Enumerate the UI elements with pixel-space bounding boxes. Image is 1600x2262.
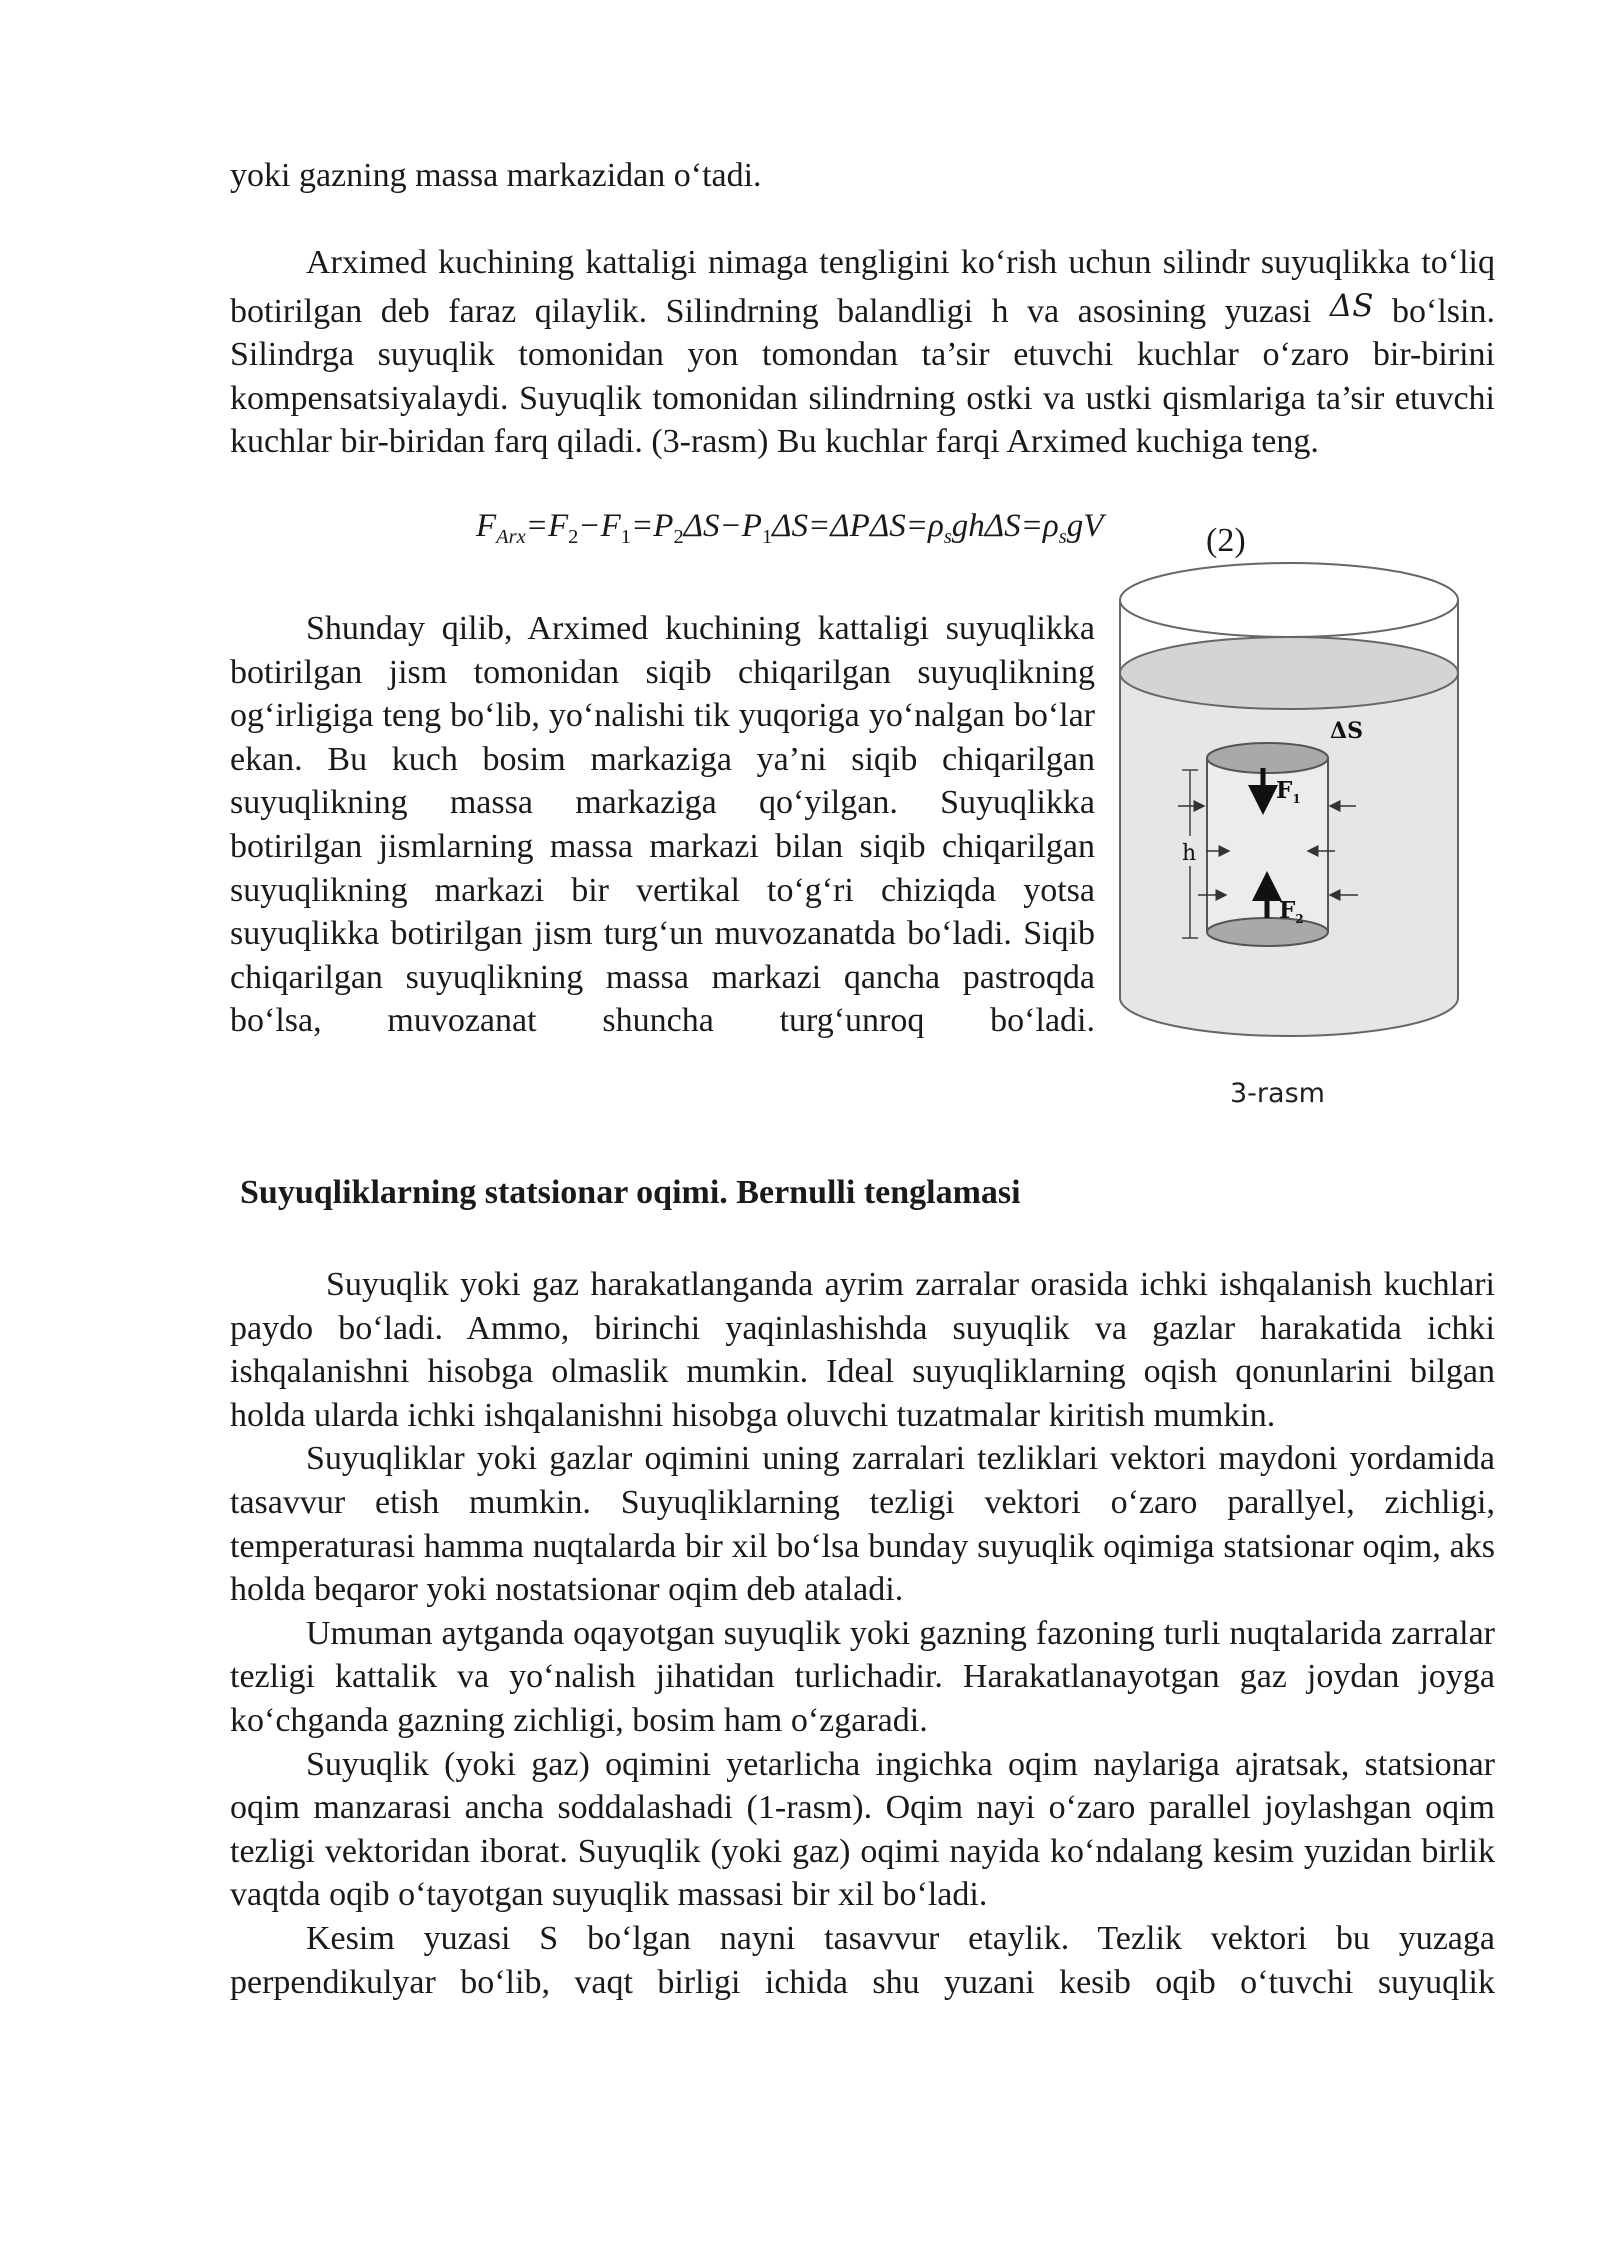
bernoulli-paragraph-1: Suyuqlik yoki gaz harakatlanganda ayrim zarralar orasida ichki ishqalanish kuchlari paydo bo‘ladi. Ammo, birinchi yaqinlashishda suyuqlik va gazlar harakatida ichki ishqalanishni hisobga olmaslik mumkin. Ideal suyuqliklarning oqish qonunlarini bilgan holda ularda ichki ishqalanishni hisobga oluvchi tuzatmalar kiritish mumkin. xyxy=(230,1266,1495,1434)
archimedes-formula: $F_{Arx}=F_2-F_1=P_2\Delta S-P_1\Delta S=\Delta P\Delta S=\rho_sgh\Delta S=\rho_sgV$ xyxy=(476,508,1104,549)
figure-caption: 3-rasm xyxy=(1230,1078,1325,1109)
intro-fragment-block xyxy=(230,154,1495,198)
archimed-text-rest: bo‘lsin. Silindrga suyuqlik tomonidan yon tomondan ta’sir etuvchi kuchlar o‘zaro bir-birini kompensatsiyalaydi. Suyuqlik tomonidan silindrning ostki va ustki qismlariga ta’sir etuvchi kuchlar bir-biridan farq qiladi. (3-rasm) Bu kuchlar farqi Arximed kuchiga teng. xyxy=(230,292,1495,461)
bernoulli-paragraph-2: Suyuqliklar yoki gazlar oqimini uning zarralari tezliklari vektori maydoni yordamida tasavvur etish mumkin. Suyuqliklarning tezligi vektori o‘zaro parallyel, zichligi, temperaturasi hamma nuqtalarda bir xil bo‘lsa bunday suyuqlik oqimiga statsionar oqim, aks holda beqaror yoki nostatsionar oqim deb ataladi. xyxy=(230,1440,1495,1609)
inner-cylinder-bottom xyxy=(1207,918,1328,946)
liquid-surface xyxy=(1120,637,1458,709)
formula-number: (2) xyxy=(1206,522,1246,559)
force-f1-label: $F_1$ xyxy=(1276,777,1301,806)
delta-s-label: ΔS xyxy=(1330,718,1363,744)
archimed-paragraph-block xyxy=(230,241,1495,464)
archimed-text: Arximed kuchining kattaligi nimaga tengligini ko‘rish uchun silindr suyuqlikka to‘liq botirilgan deb faraz qilaylik. Silindrning balandligi h va asosining yuzasi xyxy=(230,244,1495,330)
force-f2-label: $F_2$ xyxy=(1279,897,1304,926)
section-heading: Suyuqliklarning statsionar oqimi. Bernulli tenglamasi xyxy=(240,1174,1021,1211)
inner-cylinder-top xyxy=(1207,743,1328,773)
bernoulli-section xyxy=(230,1263,1495,2004)
archimed-paragraph xyxy=(230,241,1495,464)
bernoulli-paragraph-5: Kesim yuzasi S bo‘lgan nayni tasavvur etaylik. Tezlik vektori bu yuzaga perpendikulyar bo‘lib, vaqt birligi ichida shu yuzani kesib oqib o‘tuvchi suyuqlik xyxy=(230,1919,1495,2001)
container-top-rim xyxy=(1120,563,1458,637)
bernoulli-paragraph-4: Suyuqlik (yoki gaz) oqimini yetarlicha ingichka oqim naylariga ajratsak, statsionar oqim manzarasi ancha soddalashadi (1-rasm). Oqim nayi o‘zaro parallel joylashgan oqim tezligi vektoridan iborat. Suyuqlik (yoki gaz) oqimi nayida ko‘ndalang kesim yuzidan birlik vaqtda oqib o‘tayotgan suyuqlik massasi bir xil bo‘ladi. xyxy=(230,1745,1495,1914)
cylinder-figure xyxy=(1116,558,1462,1044)
intro-fragment: yoki gazning massa markazidan o‘tadi. xyxy=(230,157,762,194)
height-label: h xyxy=(1182,841,1197,866)
shunday-paragraph: Shunday qilib, Arximed kuchining kattaligi suyuqlikka botirilgan jism tomonidan siqib chiqarilgan suyuqlikning og‘irligiga teng bo‘lib, yo‘nalishi tik yuqoriga yo‘nalgan bo‘lar ekan. Bu kuch bosim markaziga ya’ni siqib chiqarilgan suyuqlikning massa markaziga qo‘yilgan. Suyuqlikka botirilgan jismlarning massa markazi bilan siqib chiqarilgan suyuqlikning markazi bir vertikal to‘g‘ri chiziqda yotsa suyuqlikka botirilgan jism turg‘un muvozanatda bo‘ladi. Siqib chiqarilgan suyuqlikning massa markazi qancha pastroqda bo‘lsa, muvozanat shuncha turg‘unroq bo‘ladi. xyxy=(230,610,1095,1040)
delta-s-symbol: ΔS xyxy=(1329,287,1374,324)
shunday-paragraph-block xyxy=(230,607,1095,1043)
bernoulli-paragraph-3: Umuman aytganda oqayotgan suyuqlik yoki gazning fazoning turli nuqtalarida zarralar tezligi kattalik va yo‘nalish jihatidan turlichadir. Harakatlanayotgan gaz joydan joyga ko‘chganda gazning zichligi, bosim ham o‘zgaradi. xyxy=(230,1614,1495,1739)
